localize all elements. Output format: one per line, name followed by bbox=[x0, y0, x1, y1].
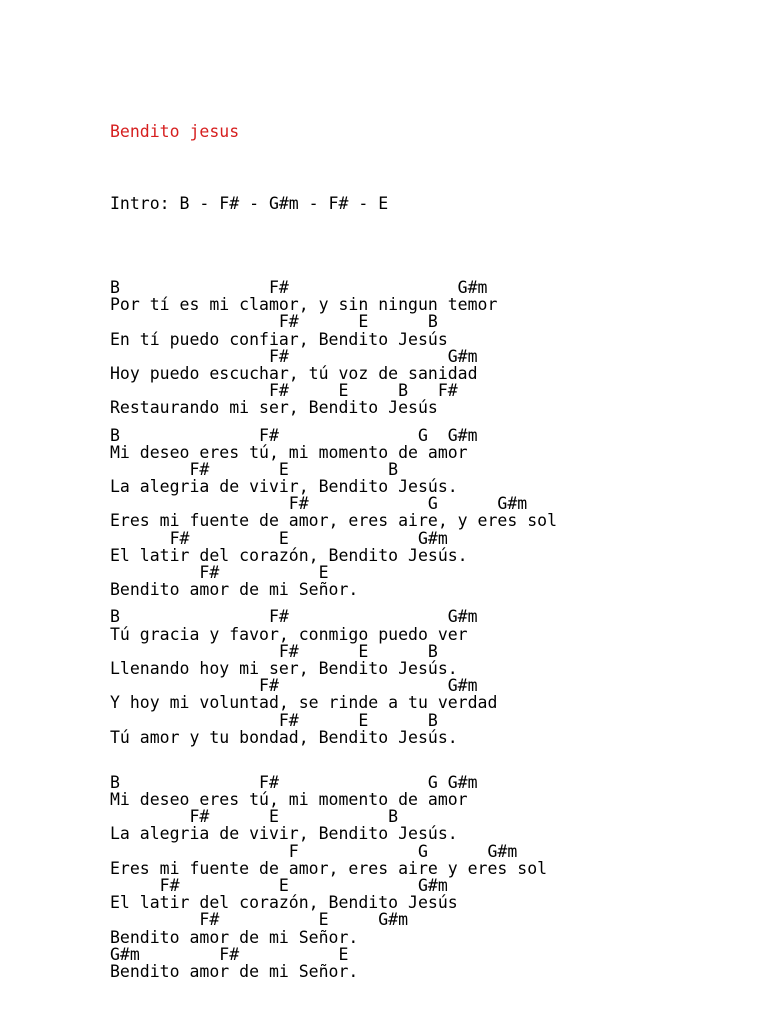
stanzas-container bbox=[110, 279, 557, 980]
stanza-1 bbox=[110, 279, 557, 417]
lyric-line: En tí puedo confiar, Bendito Jesús bbox=[110, 329, 448, 349]
lyric-line: Mi deseo eres tú, mi momento de amor bbox=[110, 790, 468, 810]
lyric-line: F# E B F# bbox=[110, 381, 458, 401]
lyric-line: B F# G#m bbox=[110, 607, 478, 627]
lyric-line: F# E B bbox=[110, 710, 438, 730]
lyric-line: F# E B bbox=[110, 312, 438, 332]
stanza-2 bbox=[110, 427, 557, 599]
lyric-line: B F# G#m bbox=[110, 278, 488, 297]
stanza-4 bbox=[110, 774, 557, 980]
lyric-line: Bendito amor de mi Señor. bbox=[110, 961, 359, 981]
lyric-line: Eres mi fuente de amor, eres aire y eres sol bbox=[110, 858, 548, 878]
lyric-line: F# G G#m bbox=[110, 494, 528, 514]
lyric-line: La alegria de vivir, Bendito Jesús. bbox=[110, 477, 458, 497]
lyric-line: Mi deseo eres tú, mi momento de amor bbox=[110, 442, 468, 462]
lyric-line: B F# G G#m bbox=[110, 772, 478, 792]
lyric-line: La alegria de vivir, Bendito Jesús. bbox=[110, 824, 458, 844]
lyric-line: Tú gracia y favor, conmigo puedo ver bbox=[110, 624, 468, 644]
lyric-line: F G G#m bbox=[110, 841, 518, 861]
lyric-line: Llenando hoy mi ser, Bendito Jesús. bbox=[110, 658, 458, 678]
lyric-line: F# E B bbox=[110, 807, 399, 827]
lyric-line: Por tí es mi clamor, y sin ningun temor bbox=[110, 295, 498, 315]
lyric-line: F# E bbox=[110, 563, 329, 582]
lyric-line: Bendito amor de mi Señor. bbox=[110, 580, 359, 600]
lyric-line: F# E G#m bbox=[110, 910, 409, 930]
lyric-line: G#m F# E bbox=[110, 944, 349, 964]
lyric-line: F# G#m bbox=[110, 346, 478, 366]
lyric-line: Y hoy mi voluntad, se rinde a tu verdad bbox=[110, 693, 498, 713]
lyric-line: F# E B bbox=[110, 459, 399, 479]
song-sheet bbox=[110, 82, 557, 1018]
lyric-line: Eres mi fuente de amor, eres aire, y eres sol bbox=[110, 511, 558, 531]
lyric-line: Hoy puedo escuchar, tú voz de sanidad bbox=[110, 363, 478, 383]
lyric-line: F# E G#m bbox=[110, 876, 448, 895]
intro-line: Intro: B - F# - G#m - F# - E bbox=[110, 194, 389, 213]
lyric-line: Restaurando mi ser, Bendito Jesús bbox=[110, 398, 438, 418]
lyric-line: F# E G#m bbox=[110, 528, 448, 548]
stanza-3 bbox=[110, 608, 557, 746]
lyric-line: F# E B bbox=[110, 641, 438, 661]
lyric-line: Tú amor y tu bondad, Bendito Jesús. bbox=[110, 727, 458, 747]
lyric-line: B F# G G#m bbox=[110, 425, 478, 445]
lyric-line: El latir del corazón, Bendito Jesús bbox=[110, 893, 458, 913]
lyric-line: Bendito amor de mi Señor. bbox=[110, 927, 359, 947]
lyric-line: F# G#m bbox=[110, 676, 478, 696]
lyric-line: El latir del corazón, Bendito Jesús. bbox=[110, 545, 468, 565]
song-title: Bendito jesus bbox=[110, 122, 240, 141]
